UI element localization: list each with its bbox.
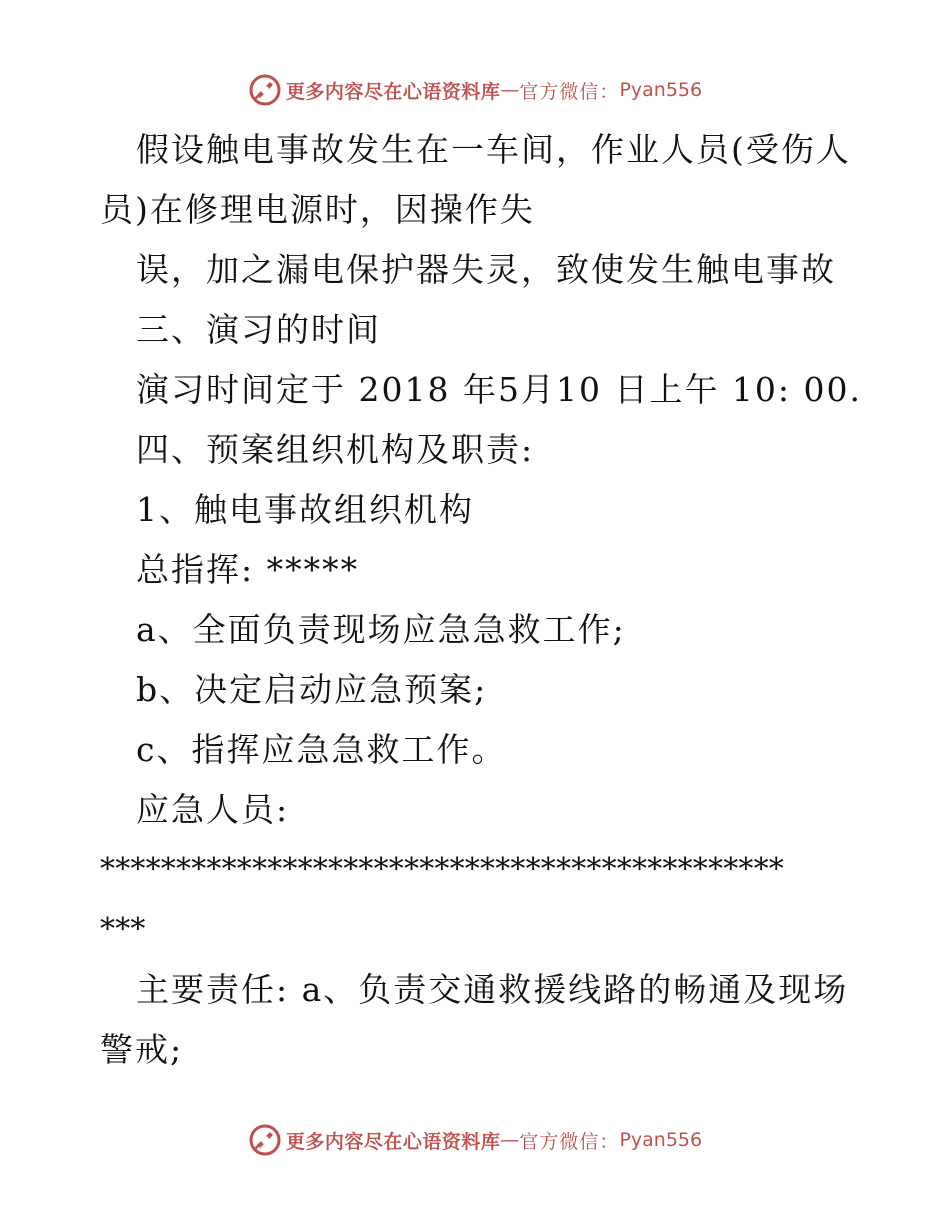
banner-wechat-label: 官方微信： [519,1130,620,1153]
list-item: a、全面负责现场应急急救工作; [136,610,626,649]
banner-separator: — [500,79,520,101]
masked-names-line: *** [100,912,146,947]
subsection-heading: 1、触电事故组织机构 [136,490,474,529]
list-item: c、指挥应急急救工作。 [136,730,507,769]
paragraph-line: 员)在修理电源时，因操作失 [100,190,535,229]
paragraph-line: 演习时间定于 2018 年5月10 日上午 10: 00. [136,370,863,409]
list-item: b、决定启动应急预案; [136,670,488,709]
paragraph-line: 警戒; [100,1030,184,1069]
banner-wechat-id: Pyan556 [619,79,703,101]
banner-brand-text: 更多内容尽在心语资料库 [285,1130,501,1153]
paragraph-line: 误，加之漏电保护器失灵，致使发生触电事故 [136,250,836,289]
paragraph-line: 假设触电事故发生在一车间，作业人员(受伤人 [136,130,851,169]
header-banner [0,70,950,110]
masked-names-line: ********************************************* [100,852,784,887]
section-heading: 三、演习的时间 [136,310,381,349]
paragraph-line: 总指挥: ***** [136,550,360,589]
section-heading: 四、预案组织机构及职责: [136,430,535,469]
brand-logo-icon [248,73,282,107]
banner-brand-text: 更多内容尽在心语资料库 [285,80,501,103]
document-body [100,120,863,1080]
banner-wechat-label: 官方微信： [519,80,620,103]
brand-logo-icon [248,1123,282,1157]
paragraph-line: 应急人员: [136,790,290,829]
banner-wechat-id: Pyan556 [619,1129,703,1151]
paragraph-line: 主要责任: a、负责交通救援线路的畅通及现场 [136,970,849,1009]
footer-banner [0,1120,950,1160]
banner-separator: — [500,1129,520,1151]
